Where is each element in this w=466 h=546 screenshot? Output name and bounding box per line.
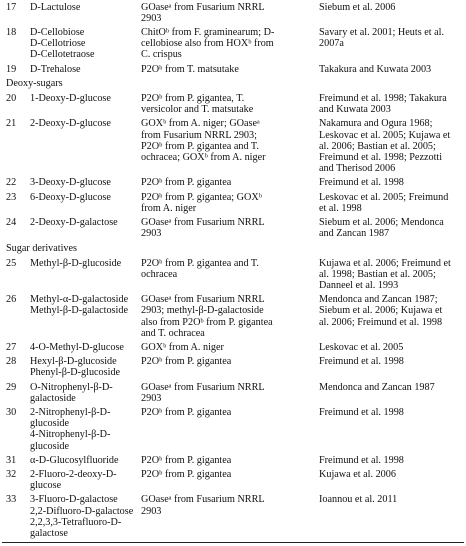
- reference-line: Kujawa et al. 2006: [319, 469, 396, 481]
- compound-cell: [28, 62, 139, 76]
- compound-name: 4-O-Methyl-D-glucose: [30, 341, 124, 353]
- enzyme-source-line: ochracea; GOXᵇ from A. niger: [141, 151, 266, 163]
- compound-name: 1-Deoxy-D-glucose: [30, 92, 111, 104]
- reference-cell: [317, 91, 466, 116]
- enzyme-source-line: GOaseᵃ from Fusarium NRRL: [141, 494, 265, 506]
- compound-name: 2-Deoxy-D-galactose: [30, 216, 118, 228]
- compound-cell: [28, 0, 139, 25]
- reference-line: Ioannou et al. 2011: [319, 494, 398, 506]
- reference-line: Danneel et al. 1993: [319, 279, 399, 291]
- table-row: [2, 406, 466, 454]
- reference-line: Freimund et al. 1998: [319, 356, 404, 368]
- reference-cell: [317, 215, 466, 240]
- enzyme-cell: [139, 293, 317, 341]
- compound-cell: [28, 468, 139, 493]
- compound-name: glucose: [30, 480, 62, 492]
- enzyme-cell: [139, 0, 317, 25]
- enzyme-cell: [139, 493, 317, 541]
- enzyme-source-line: also from P2Oᵇ from P. gigantea: [141, 316, 273, 328]
- reference-cell: [317, 0, 466, 25]
- table-row: [2, 355, 466, 380]
- reference-cell: [317, 380, 466, 405]
- table-row: [2, 293, 466, 341]
- entry-number: 28: [6, 356, 17, 368]
- reference-cell: [317, 62, 466, 76]
- reference-cell: [317, 355, 466, 380]
- entry-number: 31: [6, 454, 17, 466]
- entry-number: 25: [6, 257, 17, 269]
- reference-cell: [317, 25, 466, 62]
- enzyme-source-line: 2903; methyl-β-D-galactoside: [141, 305, 264, 317]
- compound-name: 2-Deoxy-D-glucose: [30, 118, 111, 130]
- reference-line: Leskovac et al. 2005: [319, 341, 404, 353]
- reference-line: Nakamura and Ogura 1968;: [319, 118, 433, 130]
- substrate-table-body: [2, 0, 466, 541]
- table-row: [2, 25, 466, 62]
- entry-number: 23: [6, 191, 17, 203]
- section-label: Sugar derivatives: [6, 242, 78, 254]
- reference-line: Leskovac et al. 2005; Freimund: [319, 191, 449, 203]
- enzyme-cell: [139, 256, 317, 293]
- reference-cell: [317, 256, 466, 293]
- table-row: [2, 453, 466, 467]
- enzyme-source-line: from Fusarium NRRL 2903;: [141, 129, 257, 141]
- enzyme-source-line: ochracea: [141, 268, 178, 280]
- enzyme-cell: [139, 215, 317, 240]
- reference-cell: [317, 176, 466, 190]
- compound-name: 4-Nitrophenyl-β-D-: [30, 429, 111, 441]
- enzyme-source-line: GOaseᵃ from Fusarium NRRL: [141, 1, 265, 13]
- compound-cell: [28, 176, 139, 190]
- substrate-table: [2, 0, 466, 541]
- section-header-row: [2, 76, 466, 91]
- reference-line: and Zancan 1987: [319, 228, 390, 240]
- compound-name: glucoside: [30, 418, 70, 430]
- compound-cell: [28, 117, 139, 176]
- section-header-row: [2, 241, 466, 256]
- reference-cell: [317, 190, 466, 215]
- table-row: [2, 176, 466, 190]
- entry-number: 30: [6, 407, 17, 418]
- reference-line: Takakura and Kuwata 2003: [319, 63, 432, 75]
- entry-number: 27: [6, 341, 17, 353]
- compound-name: 3-Fluoro-D-galactose: [30, 494, 118, 506]
- reference-line: Freimund et al. 1998: [319, 407, 404, 418]
- compound-name: α-D-Glucosylfluoride: [30, 454, 119, 466]
- reference-line: Mendonca and Zancan 1987: [319, 381, 435, 393]
- enzyme-source-line: P2Oᵇ from P. gigantea: [141, 177, 232, 189]
- enzyme-source-line: P2Oᵇ from P. gigantea; GOXᵇ: [141, 191, 262, 203]
- table-row: [2, 340, 466, 354]
- enzyme-cell: [139, 190, 317, 215]
- compound-name: 2-Nitrophenyl-β-D-: [30, 407, 111, 418]
- enzyme-cell: [139, 91, 317, 116]
- reference-line: Siebum et al. 2006; Kujawa et: [319, 305, 443, 317]
- reference-cell: [317, 340, 466, 354]
- compound-name: glucoside: [30, 440, 70, 452]
- compound-name: 3-Deoxy-D-glucose: [30, 177, 111, 189]
- reference-line: et al. 1998: [319, 202, 362, 214]
- compound-cell: [28, 355, 139, 380]
- entry-number: 29: [6, 381, 17, 393]
- entry-number: 22: [6, 177, 17, 189]
- compound-name: D-Cellobiose: [30, 26, 85, 38]
- reference-line: Siebum et al. 2006; Mendonca: [319, 216, 444, 228]
- enzyme-source-line: C. crispus: [141, 49, 182, 61]
- compound-name: D-Cellotetraose: [30, 49, 95, 61]
- enzyme-source-line: P2Oᵇ from P. gigantea: [141, 454, 232, 466]
- enzyme-cell: [139, 117, 317, 176]
- compound-name: Phenyl-β-D-glucoside: [30, 367, 121, 379]
- compound-cell: [28, 380, 139, 405]
- reference-line: Savary et al. 2001; Heuts et al.: [319, 26, 445, 38]
- table-row: [2, 380, 466, 405]
- compound-cell: [28, 493, 139, 541]
- entry-number: 21: [6, 118, 17, 130]
- compound-name: Methyl-α-D-galactoside: [30, 294, 129, 306]
- compound-name: D-Lactulose: [30, 1, 81, 13]
- compound-name: Methyl-β-D-glucoside: [30, 257, 122, 269]
- entry-number: 32: [6, 469, 17, 481]
- enzyme-source-line: and T. ochracea: [141, 327, 205, 339]
- table-row: [2, 117, 466, 176]
- compound-name: O-Nitrophenyl-β-D-: [30, 381, 113, 393]
- compound-name: 2,2-Difluoro-D-galactose: [30, 505, 134, 517]
- enzyme-cell: [139, 25, 317, 62]
- reference-cell: [317, 493, 466, 541]
- reference-line: Siebum et al. 2006: [319, 1, 396, 13]
- enzyme-source-line: P2Oᵇ from P. gigantea and T.: [141, 140, 259, 152]
- compound-cell: [28, 293, 139, 341]
- table-row: [2, 190, 466, 215]
- enzyme-source-line: P2Oᵇ from P. gigantea and T.: [141, 257, 259, 269]
- compound-cell: [28, 215, 139, 240]
- reference-line: Freimund et al. 1998; Takakura: [319, 92, 447, 104]
- compound-cell: [28, 91, 139, 116]
- enzyme-cell: [139, 340, 317, 354]
- reference-cell: [317, 117, 466, 176]
- reference-line: and Kuwata 2003: [319, 104, 391, 116]
- compound-name: Hexyl-β-D-glucoside: [30, 356, 117, 368]
- reference-line: Freimund et al. 1998; Pezzotti: [319, 151, 443, 163]
- reference-cell: [317, 468, 466, 493]
- table-row: [2, 215, 466, 240]
- reference-line: Leskovac et al. 2005; Kujawa et: [319, 129, 451, 141]
- reference-line: al. 2006; Bastian et al. 2005;: [319, 140, 436, 152]
- enzyme-source-line: P2Oᵇ from T. matsutake: [141, 63, 239, 75]
- compound-cell: [28, 453, 139, 467]
- reference-cell: [317, 453, 466, 467]
- reference-line: 2007a: [319, 38, 344, 50]
- reference-cell: [317, 293, 466, 341]
- enzyme-source-line: P2Oᵇ from P. gigantea: [141, 407, 232, 418]
- enzyme-source-line: 2903: [141, 228, 162, 240]
- enzyme-cell: [139, 355, 317, 380]
- compound-name: D-Trehalose: [30, 63, 81, 75]
- table-row: [2, 468, 466, 493]
- reference-line: and Therisod 2006: [319, 163, 396, 175]
- table-row: [2, 256, 466, 293]
- entry-number: 17: [6, 1, 17, 13]
- table-row: [2, 91, 466, 116]
- compound-name: Methyl-β-D-galactoside: [30, 305, 128, 317]
- enzyme-cell: [139, 62, 317, 76]
- enzyme-source-line: ChitOᵇ from F. graminearum; D-: [141, 26, 275, 38]
- reference-line: al. 1998; Bastian et al. 2005;: [319, 268, 436, 280]
- enzyme-source-line: GOaseᵃ from Fusarium NRRL: [141, 294, 265, 306]
- table-row: [2, 493, 466, 541]
- compound-name: galactoside: [30, 392, 76, 404]
- entry-number: 33: [6, 494, 17, 506]
- compound-name: 2-Fluoro-2-deoxy-D-: [30, 469, 117, 481]
- compound-cell: [28, 340, 139, 354]
- enzyme-cell: [139, 406, 317, 454]
- reference-cell: [317, 406, 466, 454]
- enzyme-cell: [139, 453, 317, 467]
- entry-number: 24: [6, 216, 17, 228]
- enzyme-source-line: P2Oᵇ from P. gigantea: [141, 356, 232, 368]
- enzyme-source-line: 2903: [141, 392, 162, 404]
- entry-number: 19: [6, 63, 17, 75]
- reference-line: al. 2006; Freimund et al. 1998: [319, 316, 443, 328]
- enzyme-cell: [139, 176, 317, 190]
- enzyme-source-line: P2Oᵇ from P. gigantea, T.: [141, 92, 245, 104]
- compound-cell: [28, 25, 139, 62]
- enzyme-source-line: from A. niger: [141, 202, 197, 214]
- enzyme-source-line: 2903: [141, 505, 162, 517]
- enzyme-cell: [139, 380, 317, 405]
- section-label: Deoxy-sugars: [6, 78, 63, 90]
- enzyme-source-line: P2Oᵇ from P. gigantea: [141, 469, 232, 481]
- table-bottom-rule: [2, 542, 464, 543]
- enzyme-source-line: GOaseᵃ from Fusarium NRRL: [141, 381, 265, 393]
- entry-number: 26: [6, 294, 17, 306]
- entry-number: 20: [6, 92, 17, 104]
- enzyme-source-line: GOXᵇ from A. niger: [141, 341, 224, 353]
- reference-line: Kujawa et al. 2006; Freimund et: [319, 257, 451, 269]
- enzyme-source-line: GOaseᵃ from Fusarium NRRL: [141, 216, 265, 228]
- compound-cell: [28, 406, 139, 454]
- compound-cell: [28, 190, 139, 215]
- compound-name: galactose: [30, 528, 68, 540]
- enzyme-source-line: 2903: [141, 12, 162, 24]
- entry-number: 18: [6, 26, 17, 38]
- reference-line: Mendonca and Zancan 1987;: [319, 294, 438, 306]
- enzyme-source-line: cellobiose also from HOXᵇ from: [141, 38, 274, 50]
- compound-name: 2,2,3,3-Tetrafluoro-D-: [30, 516, 122, 528]
- table-row: [2, 0, 466, 25]
- compound-cell: [28, 256, 139, 293]
- table-row: [2, 62, 466, 76]
- enzyme-source-line: versicolor and T. matsutake: [141, 104, 254, 116]
- compound-name: 6-Deoxy-D-glucose: [30, 191, 111, 203]
- reference-line: Freimund et al. 1998: [319, 177, 404, 189]
- reference-line: Freimund et al. 1998: [319, 454, 404, 466]
- compound-name: D-Cellotriose: [30, 38, 86, 50]
- enzyme-cell: [139, 468, 317, 493]
- enzyme-source-line: GOXᵇ from A. niger; GOaseᵃ: [141, 118, 260, 130]
